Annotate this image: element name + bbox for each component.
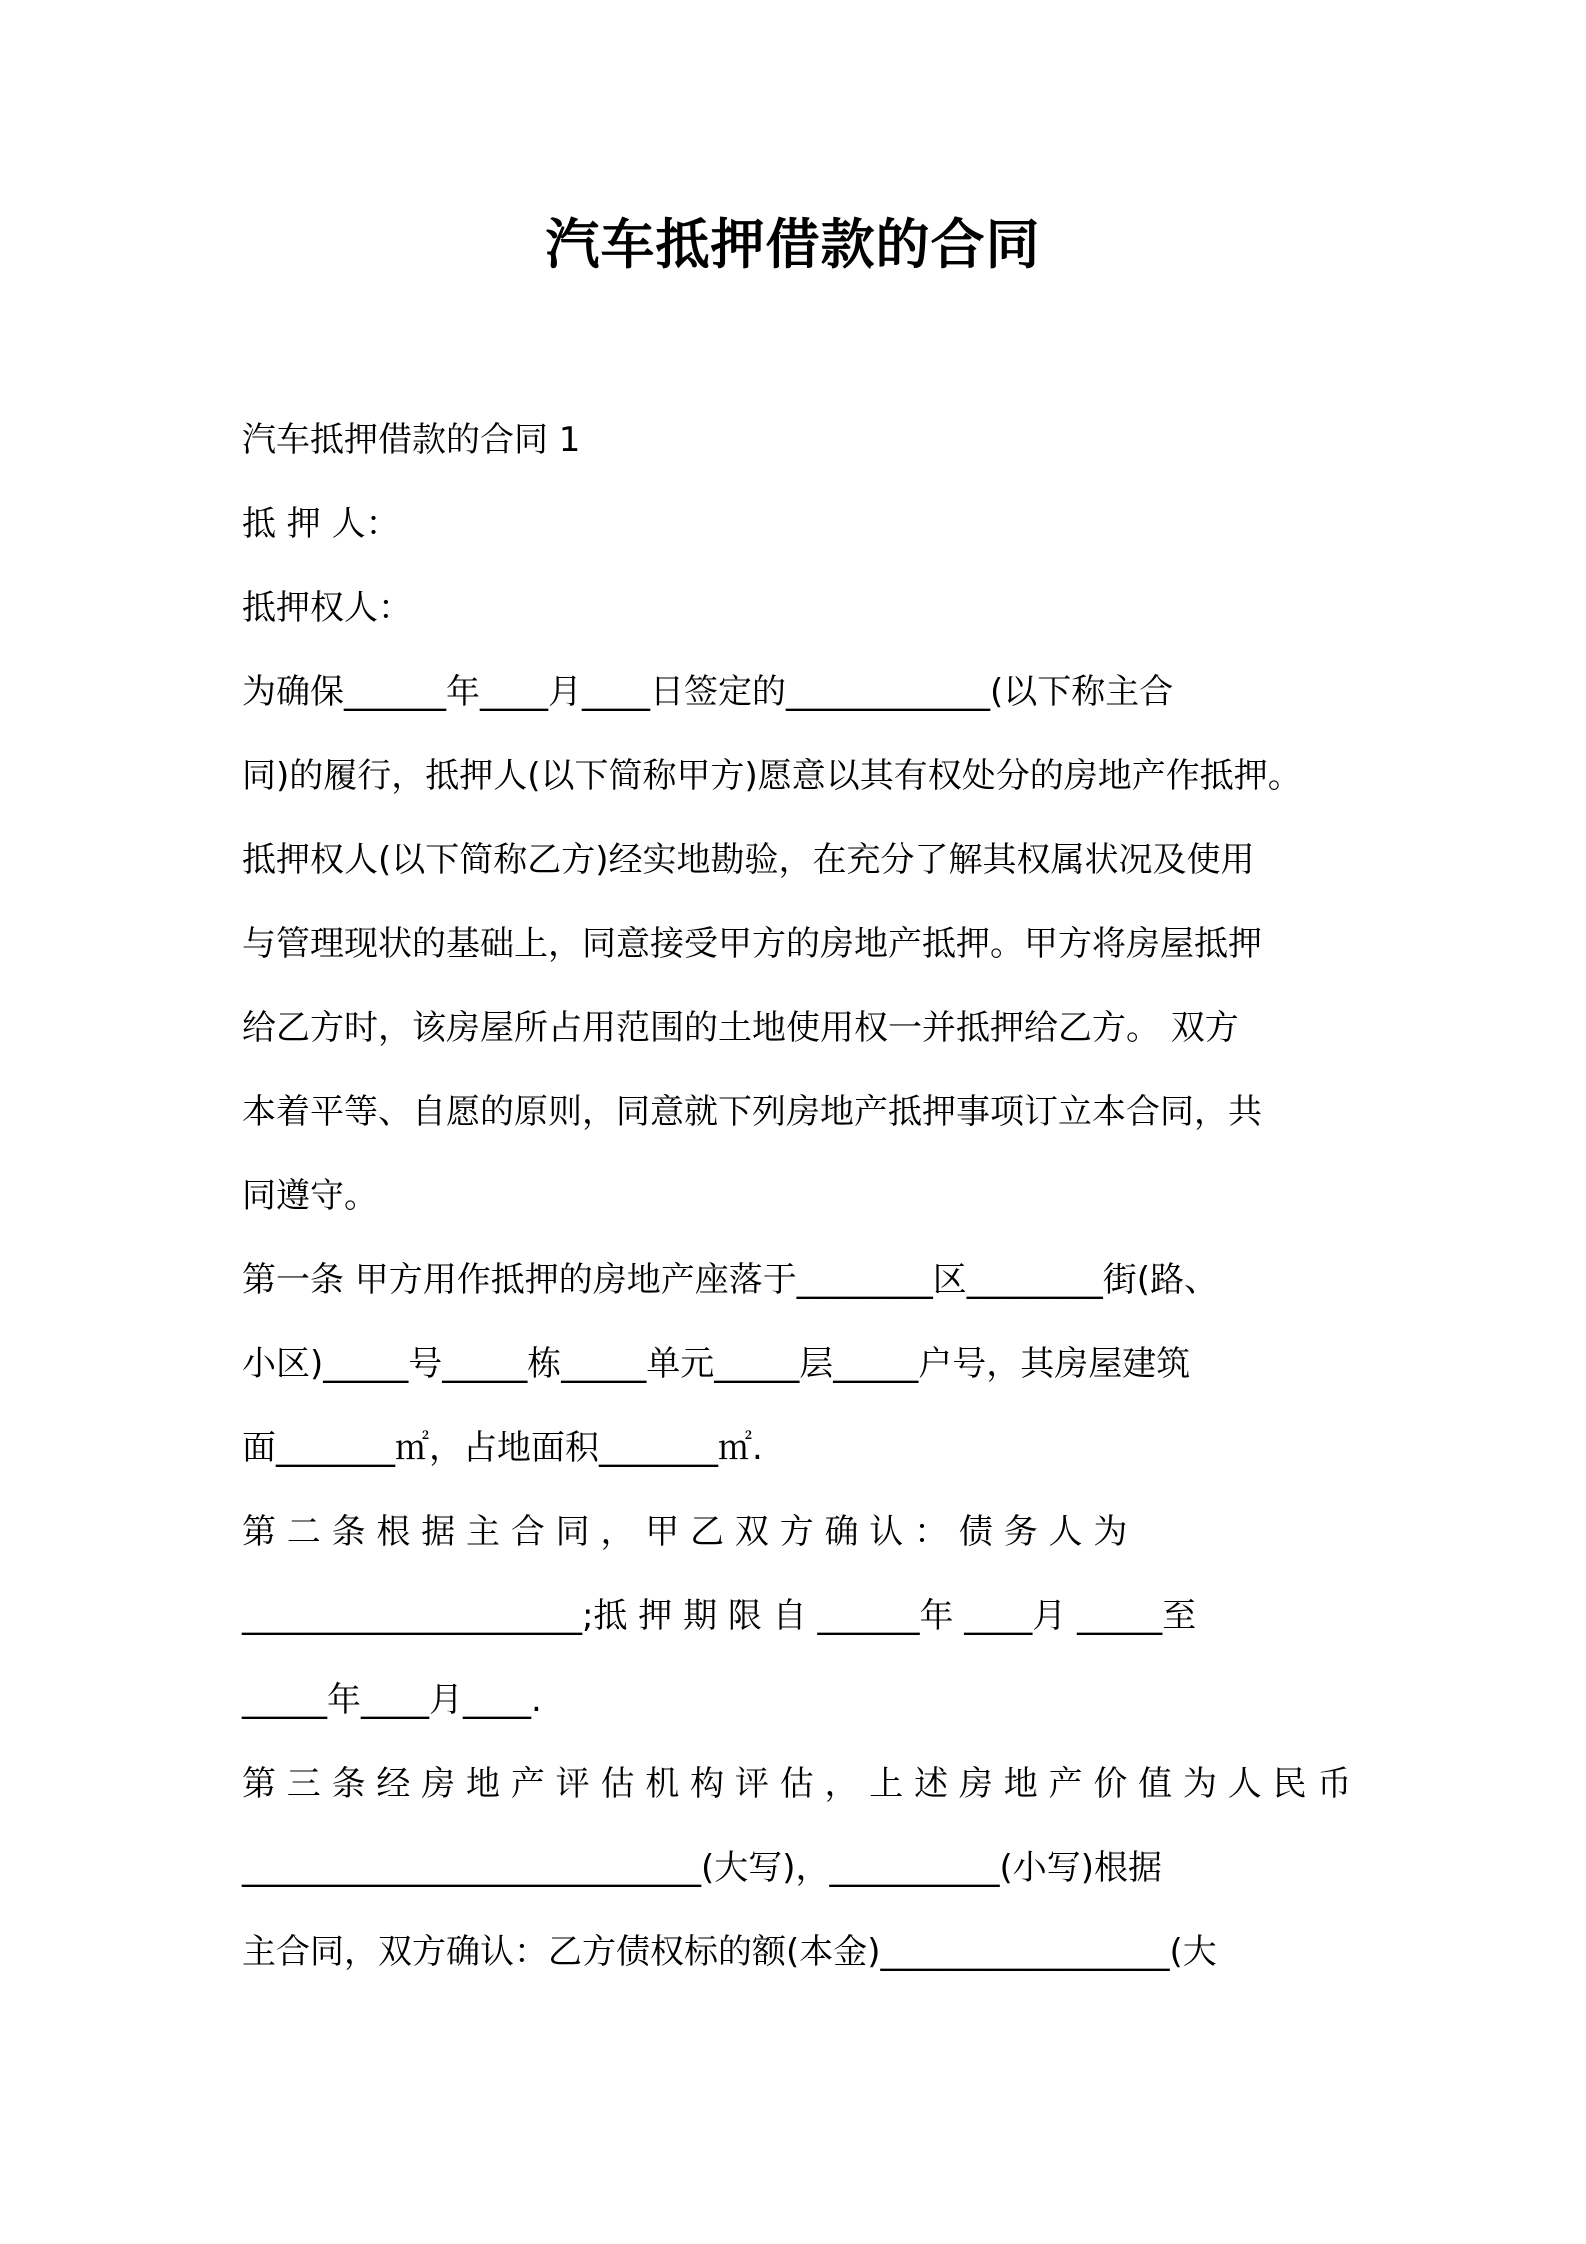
paragraph-line: 第 二 条 根 据 主 合 同 ， 甲 乙 双 方 确 认 ： 债 务 人 为	[242, 1512, 1128, 1552]
paragraph-line: 抵 押 人：	[242, 504, 400, 544]
document-body	[242, 398, 1360, 1994]
paragraph-line: 与管理现状的基础上，同意接受甲方的房地产抵押。甲方将房屋抵押	[242, 924, 1262, 964]
document-title: 汽车抵押借款的合同	[545, 213, 1041, 276]
paragraph-line: 抵押权人(以下简称乙方)经实地勘验，在充分了解其权属状况及使用	[242, 840, 1255, 880]
paragraph-line: 同遵守。	[242, 1176, 378, 1216]
paragraph-line: ___________________________(大写)，__________(小写)根据	[242, 1848, 1163, 1888]
paragraph-line: ____________________;抵 押 期 限 自 ______年 ____月 _____至	[242, 1596, 1197, 1636]
paragraph-line: 同)的履行，抵押人(以下简称甲方)愿意以其有权处分的房地产作抵押。	[242, 756, 1302, 796]
paragraph-line: 面_______㎡，占地面积_______㎡.	[242, 1428, 763, 1468]
paragraph-line: 第一条 甲方用作抵押的房地产座落于________区________街(路、	[242, 1260, 1219, 1300]
paragraph-line: 第 三 条 经 房 地 产 评 估 机 构 评 估 ， 上 述 房 地 产 价 值 为 人 民 币	[242, 1764, 1352, 1804]
paragraph-line: 小区)_____号_____栋_____单元_____层_____户号，其房屋建筑	[242, 1344, 1191, 1384]
paragraph-line: 汽车抵押借款的合同 1	[242, 420, 581, 460]
paragraph-line: 主合同，双方确认：乙方债权标的额(本金)_________________(大	[242, 1932, 1217, 1972]
paragraph-line: 给乙方时，该房屋所占用范围的土地使用权一并抵押给乙方。 双方	[242, 1008, 1239, 1048]
paragraph-line: 本着平等、自愿的原则，同意就下列房地产抵押事项订立本合同，共	[242, 1092, 1262, 1132]
paragraph-line: 抵押权人：	[242, 588, 412, 628]
paragraph-line: 为确保______年____月____日签定的____________(以下称主合	[242, 672, 1174, 712]
paragraph-line: _____年____月____.	[242, 1680, 542, 1720]
